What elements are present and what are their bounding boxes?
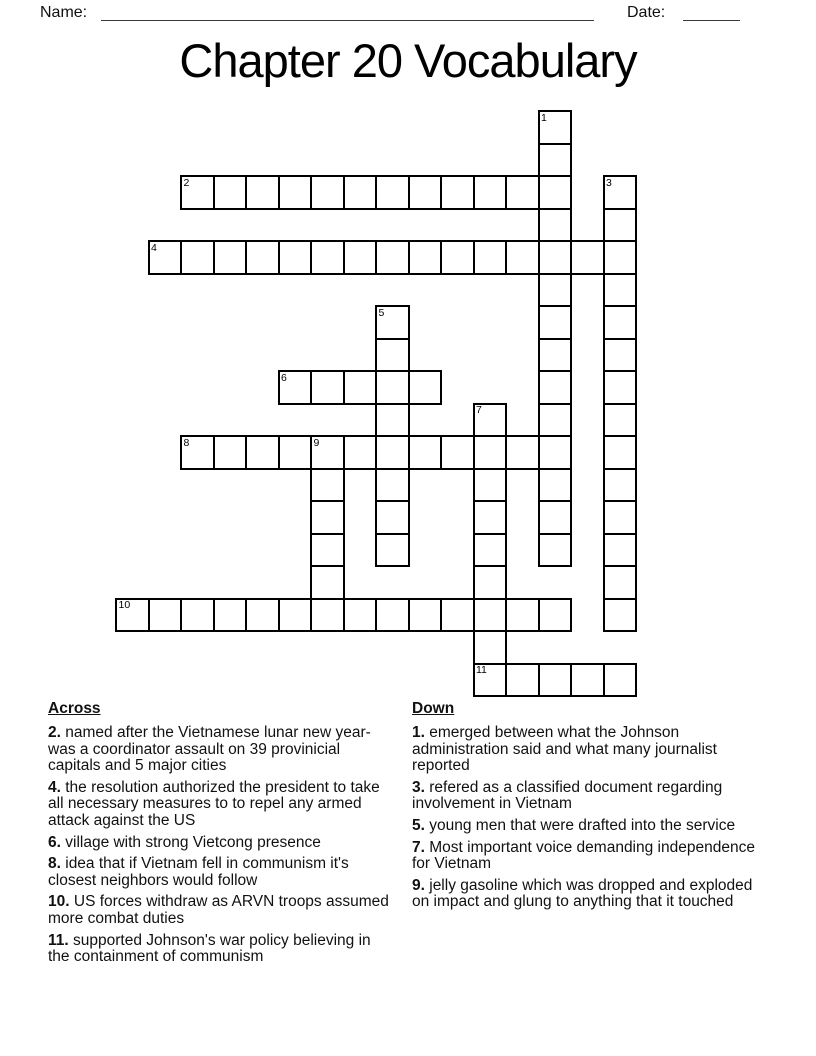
page-title: Chapter 20 Vocabulary xyxy=(179,34,637,87)
clue-number: 2. xyxy=(48,724,61,741)
grid-cell xyxy=(473,663,508,698)
grid-cell xyxy=(180,175,215,210)
grid-cell xyxy=(375,175,410,210)
cell-number: 2 xyxy=(183,176,190,189)
grid-cell xyxy=(538,533,573,568)
down-clues-section xyxy=(412,700,769,916)
clue-number: 10. xyxy=(48,893,70,911)
clue-number: 11. xyxy=(48,931,69,949)
clue-item xyxy=(48,725,391,775)
grid-cell xyxy=(473,500,508,535)
grid-cell xyxy=(180,598,215,633)
clue-number: 6. xyxy=(48,833,61,851)
grid-cell xyxy=(115,598,150,633)
grid-cell xyxy=(538,143,573,178)
grid-cell xyxy=(375,370,410,405)
clue-item xyxy=(48,835,391,852)
grid-cell xyxy=(245,240,280,275)
grid-cell xyxy=(603,240,638,275)
grid-cell xyxy=(538,403,573,438)
grid-cell xyxy=(603,403,638,438)
grid-cell xyxy=(310,240,345,275)
grid-cell xyxy=(408,175,443,210)
grid-cell xyxy=(603,208,638,243)
grid-cell xyxy=(473,435,508,470)
grid-cell xyxy=(278,370,313,405)
grid-cell xyxy=(278,435,313,470)
grid-cell xyxy=(148,598,183,633)
clue-item xyxy=(48,894,391,927)
grid-cell xyxy=(570,240,605,275)
grid-cell xyxy=(505,598,540,633)
clue-text: supported Johnson's war policy believing in the containment of communism xyxy=(48,931,371,966)
grid-cell xyxy=(375,403,410,438)
grid-cell xyxy=(213,175,248,210)
grid-cell xyxy=(440,175,475,210)
clue-number: 3. xyxy=(412,778,425,796)
grid-cell xyxy=(408,370,443,405)
grid-cell xyxy=(570,663,605,698)
grid-cell xyxy=(310,468,345,503)
cell-number: 3 xyxy=(606,176,612,189)
grid-cell xyxy=(310,370,345,405)
grid-cell xyxy=(603,338,638,373)
grid-cell xyxy=(538,435,573,470)
clue-text: refered as a classified document regarding involvement in Vietnam xyxy=(412,778,723,813)
grid-cell xyxy=(408,240,443,275)
grid-cell xyxy=(343,598,378,633)
cell-number: 11 xyxy=(476,664,487,676)
cell-number: 8 xyxy=(183,436,190,449)
clue-item xyxy=(48,856,391,889)
grid-cell xyxy=(505,435,540,470)
grid-cell xyxy=(375,500,410,535)
grid-cell xyxy=(603,565,638,600)
grid-cell xyxy=(375,468,410,503)
grid-cell xyxy=(213,598,248,633)
clue-number: 4. xyxy=(48,778,61,796)
grid-cell xyxy=(473,630,508,665)
grid-cell xyxy=(440,598,475,633)
grid-cell xyxy=(538,663,573,698)
grid-cell xyxy=(538,468,573,503)
grid-cell xyxy=(310,533,345,568)
grid-cell xyxy=(440,240,475,275)
grid-cell xyxy=(473,240,508,275)
grid-cell xyxy=(375,305,410,340)
grid-cell xyxy=(603,435,638,470)
grid-cell xyxy=(603,533,638,568)
clue-text: US forces withdraw as ARVN troops assumed more combat duties xyxy=(48,893,389,927)
grid-cell xyxy=(538,598,573,633)
grid-cell xyxy=(505,663,540,698)
grid-cell xyxy=(310,175,345,210)
grid-cell xyxy=(603,468,638,503)
clue-text: jelly gasoline which was dropped and exploded on impact and glung to anything that it touched xyxy=(412,876,753,911)
date-label: Date: xyxy=(627,4,666,21)
grid-cell xyxy=(505,240,540,275)
grid-cell xyxy=(603,663,638,698)
clue-item xyxy=(48,933,391,966)
clue-number: 5. xyxy=(412,816,425,834)
grid-cell xyxy=(538,273,573,308)
down-heading: Down xyxy=(412,700,455,717)
clue-item xyxy=(412,780,769,813)
grid-cell xyxy=(310,565,345,600)
name-label: Name: xyxy=(40,4,88,21)
grid-cell xyxy=(343,370,378,405)
grid-cell xyxy=(343,435,378,470)
grid-cell xyxy=(473,403,508,438)
grid-cell xyxy=(473,598,508,633)
grid-cell xyxy=(603,370,638,405)
grid-cell xyxy=(603,598,638,633)
clue-item xyxy=(412,818,769,835)
grid-cell xyxy=(603,305,638,340)
grid-cell xyxy=(473,468,508,503)
grid-cell xyxy=(245,435,280,470)
grid-cell xyxy=(538,175,573,210)
grid-cell xyxy=(473,565,508,600)
grid-cell xyxy=(603,175,638,210)
clue-item xyxy=(412,725,769,775)
grid-cell xyxy=(538,500,573,535)
grid-cell xyxy=(245,175,280,210)
grid-cell xyxy=(440,435,475,470)
clue-item xyxy=(412,878,769,911)
grid-cell xyxy=(538,240,573,275)
clue-item xyxy=(48,780,391,830)
grid-cell xyxy=(310,435,345,470)
clue-text: emerged between what the Johnson administration said and what many journalist reported xyxy=(412,724,717,775)
grid-cell xyxy=(213,435,248,470)
grid-cell xyxy=(278,240,313,275)
clue-text: Most important voice demanding independence for Vietnam xyxy=(412,838,755,873)
grid-cell xyxy=(375,338,410,373)
clue-text: idea that if Vietnam fell in communism it's closest neighbors would follow xyxy=(48,855,349,889)
clue-number: 8. xyxy=(48,855,61,873)
clue-text: the resolution authorized the president to take all necessary measures to to repel any armed attack against the US xyxy=(48,778,380,829)
grid-cell xyxy=(603,500,638,535)
grid-cell xyxy=(408,598,443,633)
clue-text: young men that were drafted into the service xyxy=(424,816,736,834)
clue-item xyxy=(412,840,769,873)
cell-number: 7 xyxy=(476,404,482,416)
grid-cell xyxy=(473,533,508,568)
grid-cell xyxy=(180,435,215,470)
clue-number: 1. xyxy=(412,724,425,741)
clue-number: 9. xyxy=(412,876,425,894)
grid-cell xyxy=(538,338,573,373)
grid-cell xyxy=(375,240,410,275)
grid-cell xyxy=(375,435,410,470)
cell-number: 1 xyxy=(541,111,547,124)
grid-cell xyxy=(538,110,573,145)
grid-cell xyxy=(408,435,443,470)
grid-cell xyxy=(473,175,508,210)
cell-number: 6 xyxy=(281,371,287,384)
grid-cell xyxy=(538,305,573,340)
cell-number: 4 xyxy=(151,241,157,254)
grid-cell xyxy=(375,533,410,568)
grid-cell xyxy=(343,175,378,210)
grid-cell xyxy=(310,500,345,535)
grid-cell xyxy=(538,208,573,243)
grid-cell xyxy=(375,598,410,633)
clue-number: 7. xyxy=(412,838,425,856)
cell-number: 5 xyxy=(378,306,385,319)
grid-cell xyxy=(505,175,540,210)
across-clues-list xyxy=(48,725,391,966)
grid-cell xyxy=(148,240,183,275)
grid-cell xyxy=(310,598,345,633)
cell-number: 10 xyxy=(118,599,131,611)
down-clues-list xyxy=(412,725,769,911)
across-clues-section xyxy=(48,700,391,971)
grid-cell xyxy=(278,175,313,210)
across-heading: Across xyxy=(48,700,101,717)
cell-number: 9 xyxy=(313,436,320,449)
grid-cell xyxy=(278,598,313,633)
grid-cell xyxy=(245,598,280,633)
clue-text: named after the Vietnamese lunar new year- was a coordinator assault on 39 provinicial capitals and 5 major cities xyxy=(48,724,371,775)
grid-cell xyxy=(538,370,573,405)
clue-text: village with strong Vietcong presence xyxy=(60,833,321,851)
grid-cell xyxy=(213,240,248,275)
grid-cell xyxy=(603,273,638,308)
grid-cell xyxy=(343,240,378,275)
grid-cell xyxy=(180,240,215,275)
